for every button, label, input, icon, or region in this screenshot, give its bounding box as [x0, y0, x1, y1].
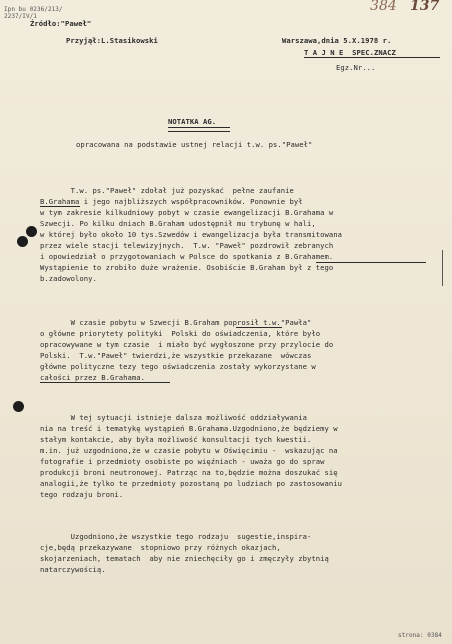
source-line: Źródło:"Paweł": [30, 19, 92, 28]
archive-ref-line1: Ipn bu 0236/213/: [4, 6, 63, 13]
paragraph-line: Wystąpienie to zrobiło duże wrażenie. Osobiście B.Graham był z tego: [40, 263, 334, 272]
paragraph-line: całości przez B.Grahama.: [40, 373, 146, 382]
paragraph-line: B.Grahama i jego najbliższych współpracowników. Ponownie był: [40, 197, 303, 206]
archive-ref-line2: 2237/IV/1: [4, 13, 37, 20]
paragraph-line: b.zadowolony.: [40, 274, 97, 283]
paragraph-line: w której było około 10 tys.Szwedów i ewangelizacja była transmitowana: [40, 230, 343, 239]
paragraph-line: stałym kontakcie, aby była możliwość konsultacji tych kwestii.: [40, 435, 312, 444]
paragraph-line: natarczywością.: [40, 565, 106, 574]
paragraph-line: produkcji broni neutronowej. Patrząc na to,będzie można doszukać się: [40, 468, 338, 477]
received-line: Przyjął:L.Stasikowski: [66, 36, 158, 45]
heading-double-underline: [168, 127, 230, 132]
paragraph-line: T.w. ps."Paweł" zdołał już pozyskać pełne zaufanie: [40, 186, 294, 195]
handwritten-page-number-2: 137: [410, 0, 440, 14]
underline-graham-4: [236, 327, 282, 328]
date-line: Warszawa,dnia 5.X.1978 r.: [282, 36, 392, 45]
paragraph-line: m.in. już uzgodniono,że w czasie pobytu w Oświęcimiu - wskazując na: [40, 446, 338, 455]
paragraph-line: główne polityczne tezy tego oświadczenia zostały wykorzystane w: [40, 362, 316, 371]
punch-hole-top: [26, 226, 37, 237]
paragraph-line: opracowywane w tym czasie i miało być wygłoszone przy przylocie do: [40, 340, 334, 349]
underline-graham: [40, 206, 80, 207]
classification-line: T A J N E SPEC.ZNACZ: [304, 48, 396, 57]
paragraph-line: skojarzeniach, tematach aby nie zniechęciły go i zmęczyły zbytnią: [40, 554, 329, 563]
classification-underline: [304, 57, 440, 58]
document-heading: NOTATKA AG.: [168, 117, 217, 126]
paragraph-line: przez wiele stacji telewizyjnych. T.w. "Paweł" pozdrowił zebranych: [40, 241, 334, 250]
paragraph-line: nia na treść i tematykę wystąpień B.Grahama.Uzgodniono,że będziemy w: [40, 424, 338, 433]
paragraph-line: W tej sytuacji istnieje dalsza możliwość oddziaływania: [40, 413, 308, 422]
paragraph-line: i opowiedział o przygotowaniach w Polsce do spotkania z B.Grahamem.: [40, 252, 334, 261]
paragraph-line: analogii,że tylko te przedmioty pozostaną po ludziach po zastosowaniu: [40, 479, 343, 488]
paragraph-line: Uzgodniono,że wszystkie tego rodzaju sugestie,inspira-: [40, 532, 312, 541]
margin-bracket: [438, 250, 443, 286]
underline-graham-3: [316, 262, 426, 263]
document-subheading: opracowana na podstawie ustnej relacji t.w. ps."Paweł": [76, 140, 313, 149]
handwritten-page-number: 384: [370, 0, 397, 14]
paragraph-line: Polski. T.w."Paweł" twierdzi,że wszystkie przekazane wówczas: [40, 351, 312, 360]
paragraph-line: fotografie i przedmioty osobiste po więźniach - uważa go do spraw: [40, 457, 325, 466]
paragraph-line: o główne priorytety polityki Polski do oświadczenia, które było: [40, 329, 321, 338]
underline-graham-5: [40, 382, 170, 383]
punch-hole-bottom: [13, 401, 24, 412]
paragraph-line: cje,będą przekazywane stopniowo przy różnych okazjach,: [40, 543, 281, 552]
page-footer: strona: 0384: [398, 632, 442, 639]
paragraph-line: W czasie pobytu w Szwecji B.Graham poprosił t.w."Pawła": [40, 318, 312, 327]
punch-hole-top-2: [17, 236, 28, 247]
paragraph-line: tego rodzaju broni.: [40, 490, 124, 499]
paragraph-line: Szwecji. Po kilku dniach B.Graham udostępnił mu trybunę w hali,: [40, 219, 316, 228]
paragraph-line: w tym zakresie kilkudniowy pobyt w czasie ewangelizacji B.Grahama w: [40, 208, 334, 217]
copy-number: Egz.Nr...: [336, 63, 376, 72]
